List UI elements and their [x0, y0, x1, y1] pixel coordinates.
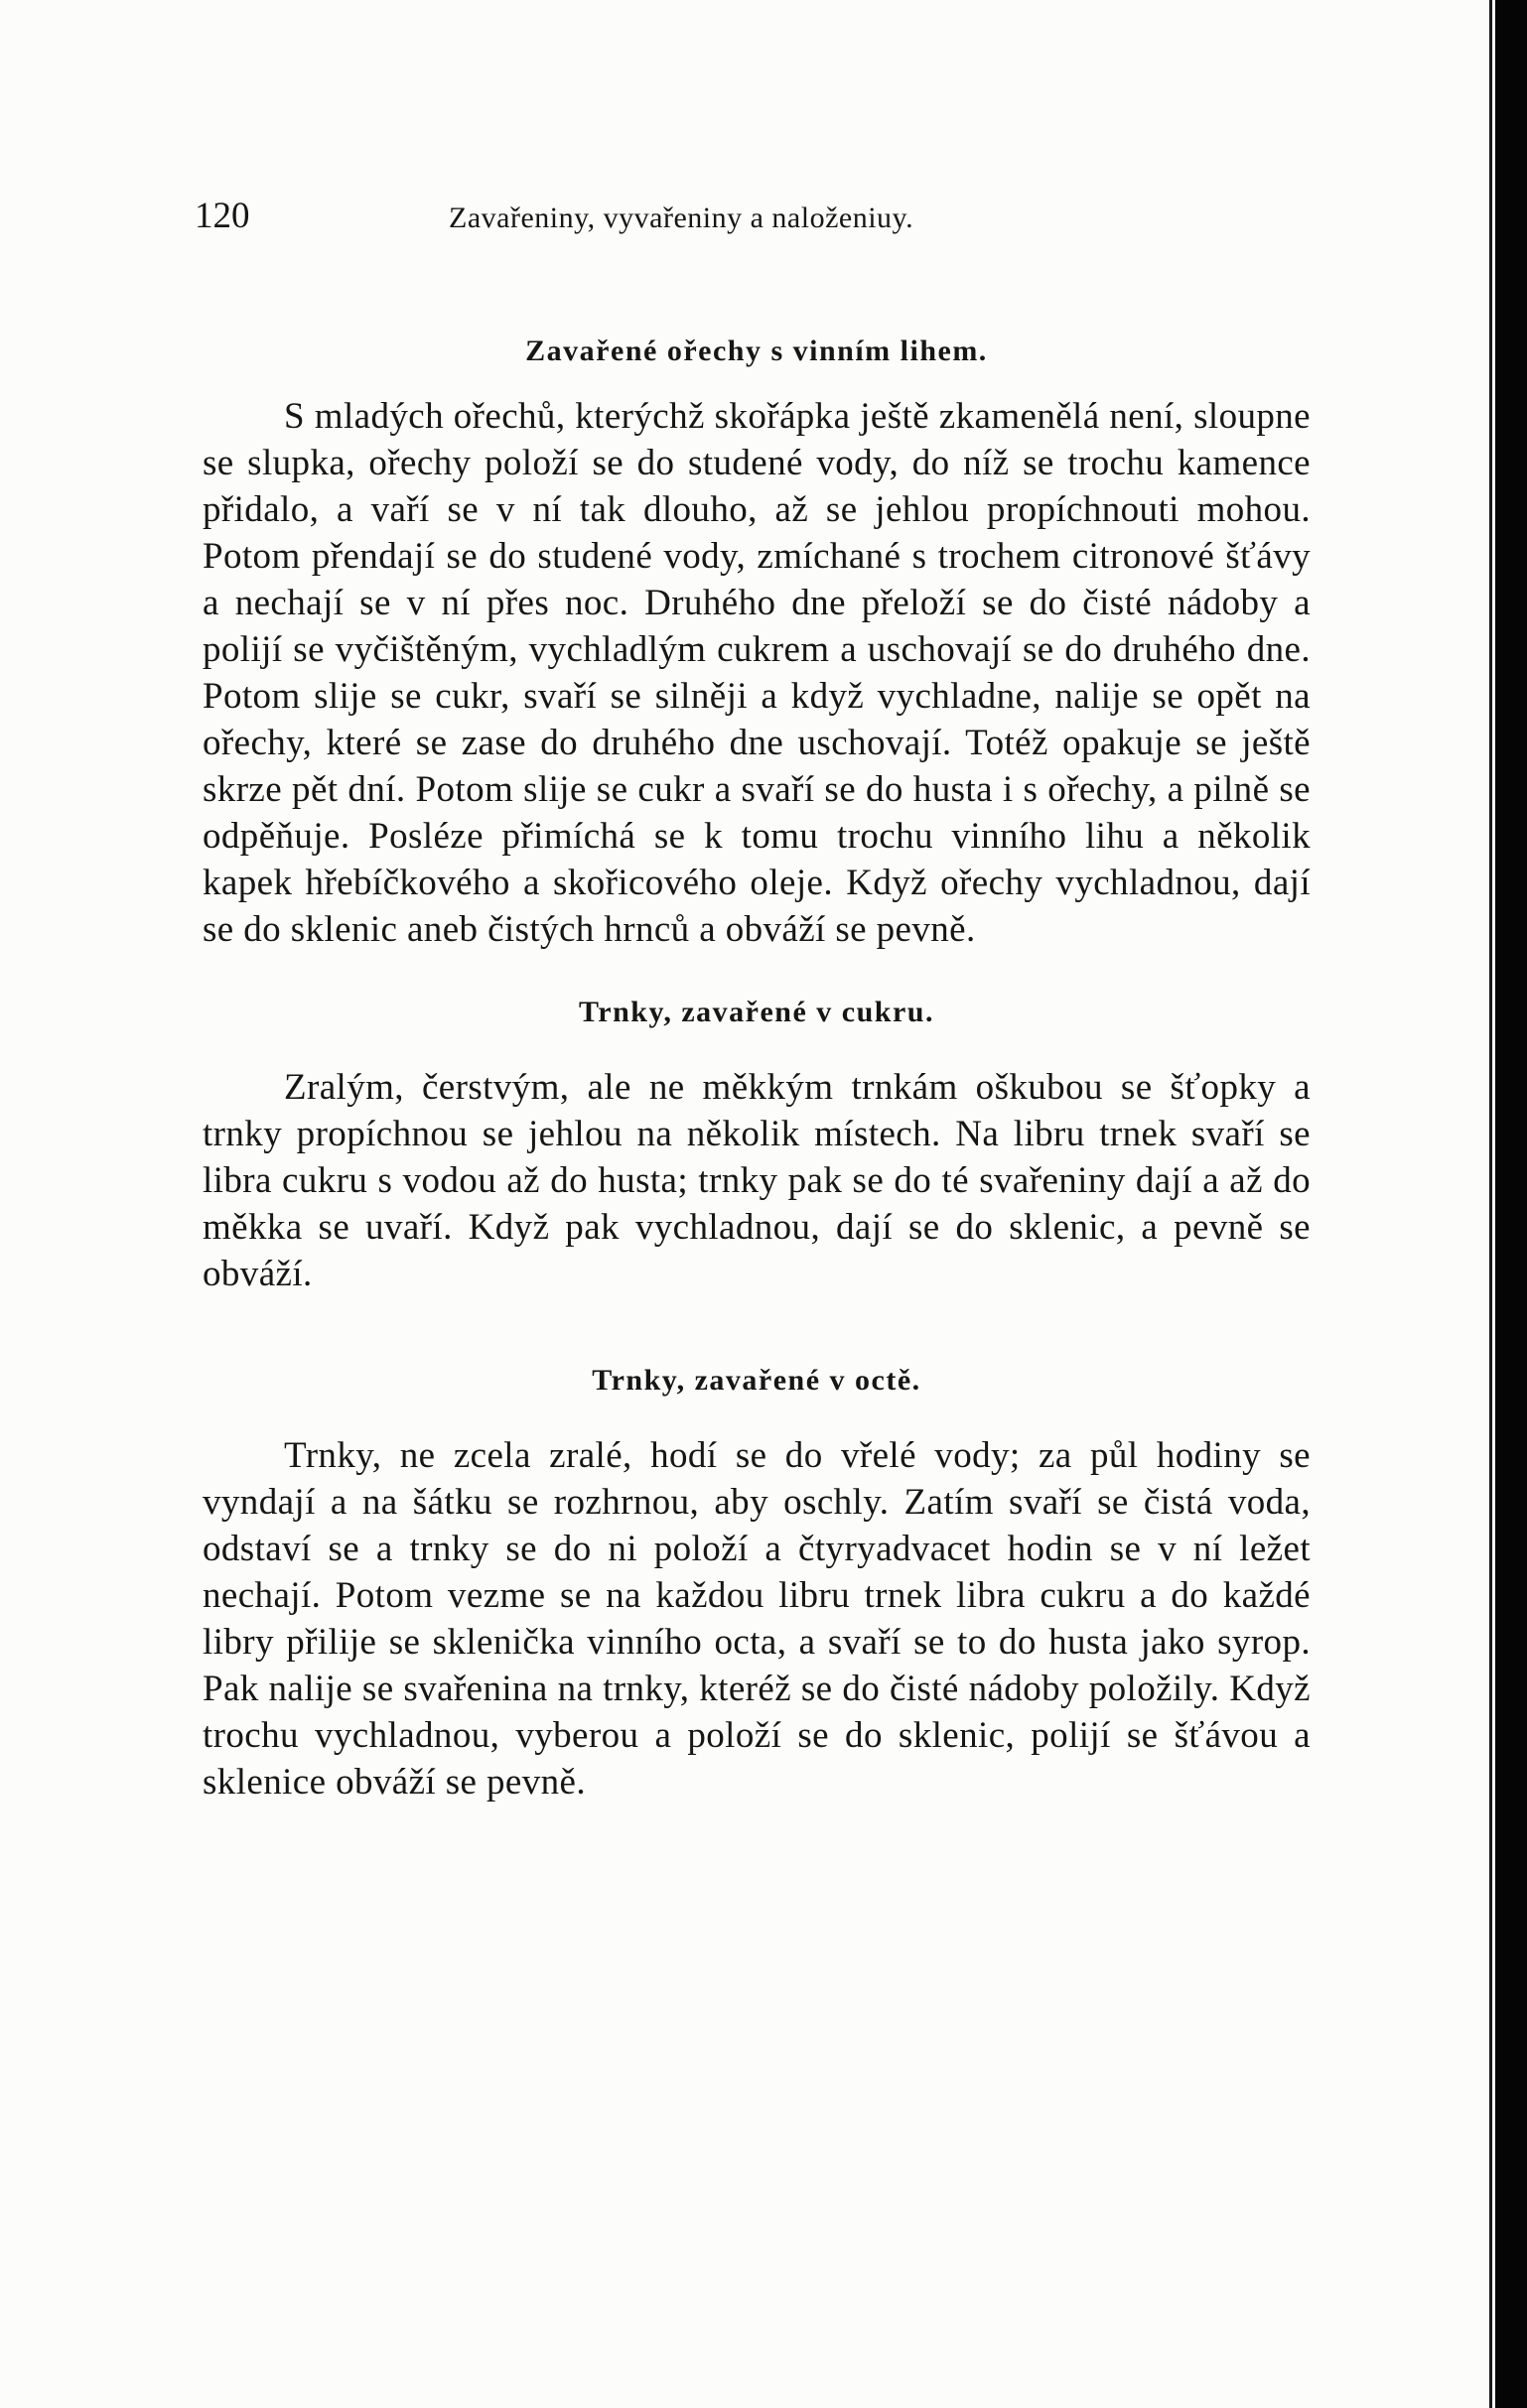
section-heading-walnuts: Zavařené ořechy s vinním lihem.	[525, 334, 988, 367]
running-title: Zavařeniny, vyvařeniny a naloženiuy.	[449, 201, 914, 234]
page-body	[203, 328, 1311, 1806]
section-text-plums-sugar: Zralým, čerstvým, ale ne měkkým trnkám oškubou se šťopky a trnky propíchnou se jehlou na několik místech. Na libru trnek svaří se libra cukru s vodou až do husta; trnky pak se do té svařeniny dají a až do měkka se uvaří. Když pak vychladnou, dají se do sklenic, a pevně se obváží.	[203, 1067, 1311, 1294]
section-text-plums-vinegar: Trnky, ne zcela zralé, hodí se do vřelé vody; za půl hodiny se vyndají a na šátku se rozhrnou, aby oschly. Zatím svaří se čistá voda, odstaví se a trnky se do ni položí a čtyryadvacet hodin se v ní ležet nechají. Potom vezme se na každou libru trnek libra cukru a do každé libry přilije se sklenička vinního octa, a svaří se to do husta jako syrop. Pak nalije se svařenina na trnky, kteréž se do čisté nádoby položily. Když trochu vychladnou, vyberou a položí se do sklenic, polijí se šťávou a sklenice obváží se pevně.	[203, 1435, 1311, 1803]
scan-border	[1495, 0, 1527, 2408]
page-number: 120	[195, 196, 250, 236]
section-heading-plums-vinegar: Trnky, zavařené v octě.	[592, 1364, 921, 1397]
section-heading-plums-sugar: Trnky, zavařené v cukru.	[579, 996, 934, 1028]
section-text-walnuts: S mladých ořechů, kterýchž skořápka ještě zkamenělá není, sloupne se slupka, ořechy položí se do studené vody, do níž se trochu kamence přidalo, a vaří se v ní tak dlouho, až se jehlou propíchnouti mohou. Potom přendají se do studené vody, zmíchané s trochem citronové šťávy a nechají se v ní přes noc. Druhého dne přeloží se do čisté nádoby a polijí se vyčištěným, vychladlým cukrem a uschovají se do druhého dne. Potom slije se cukr, svaří se silněji a když vychladne, nalije se opět na ořechy, které se zase do druhého dne uschovají. Totéž opakuje se ještě skrze pět dní. Potom slije se cukr a svaří se do husta i s ořechy, a pilně se odpěňuje. Posléze přimíchá se k tomu trochu vinního lihu a několik kapek hřebíčkového a skořicového oleje. Když ořechy vychladnou, dají se do sklenic aneb čistých hrnců a obváží se pevně.	[203, 396, 1311, 950]
page-edge-line	[1489, 0, 1492, 2408]
page-header	[195, 187, 1326, 246]
